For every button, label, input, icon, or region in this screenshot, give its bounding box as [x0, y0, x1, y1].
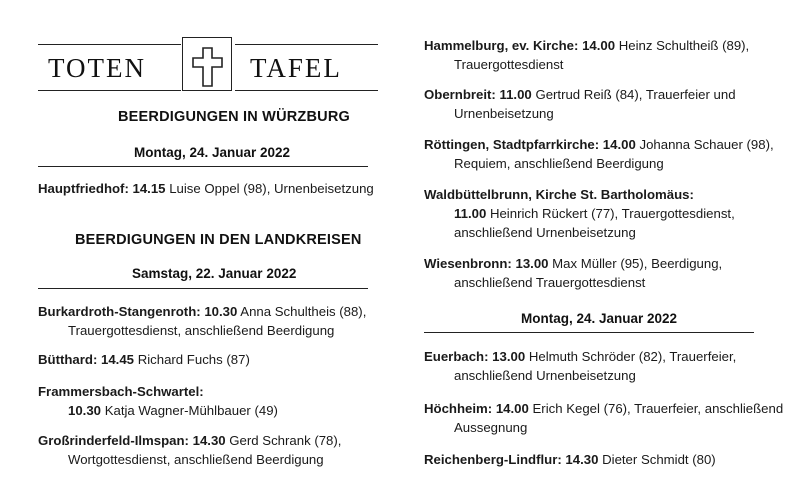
date-rule: [38, 166, 368, 167]
list-item: Hauptfriedhof: 14.15 Luise Oppel (98), Urnenbeisetzung: [38, 181, 374, 196]
date-rule: [424, 332, 754, 333]
cross-icon: [182, 37, 232, 91]
masthead-rule: [38, 44, 181, 45]
list-item: Frammersbach-Schwartel: 10.30 Katja Wagner-Mühlbauer (49): [38, 384, 278, 418]
date-heading: Montag, 24. Januar 2022: [521, 311, 678, 326]
date-rule: [38, 288, 368, 289]
list-item: Höchheim: 14.00 Erich Kegel (76), Trauerfeier, anschließend Aussegnung: [424, 401, 784, 435]
masthead-rule: [235, 44, 378, 45]
heading-landkreise: BEERDIGUNGEN IN DEN LANDKREISEN: [75, 232, 362, 248]
list-item: Röttingen, Stadtpfarrkirche: 14.00 Johanna Schauer (98), Requiem, anschließend Beerdigung: [424, 137, 774, 171]
list-item: Reichenberg-Lindflur: 14.30 Dieter Schmidt (80): [424, 452, 716, 467]
list-item: Hammelburg, ev. Kirche: 14.00 Heinz Schultheiß (89), Trauergottesdienst: [424, 38, 750, 72]
list-item: Obernbreit: 11.00 Gertrud Reiß (84), Trauerfeier und Urnenbeisetzung: [424, 87, 736, 121]
list-item: Bütthard: 14.45 Richard Fuchs (87): [38, 352, 250, 367]
date-heading: Samstag, 22. Januar 2022: [132, 266, 297, 281]
masthead: [38, 37, 378, 93]
list-item: Wiesenbronn: 13.00 Max Müller (95), Beerdigung, anschließend Trauergottesdienst: [424, 256, 723, 290]
heading-wuerzburg: BEERDIGUNGEN IN WÜRZBURG: [118, 109, 350, 125]
masthead-rule: [235, 90, 378, 91]
list-item: Großrinderfeld-Ilmspan: 14.30 Gerd Schrank (78), Wortgottesdienst, anschließend Beerdigung: [38, 433, 342, 467]
masthead-rule: [38, 90, 181, 91]
list-item: Burkardroth-Stangenroth: 10.30 Anna Schultheis (88), Trauergottesdienst, anschließend Beerdigung: [38, 304, 367, 338]
masthead-word-left: TOTEN: [48, 53, 146, 83]
date-heading: Montag, 24. Januar 2022: [134, 145, 291, 160]
masthead-word-right: TAFEL: [250, 53, 342, 83]
list-item: Waldbüttelbrunn, Kirche St. Bartholomäus: 11.00 Heinrich Rückert (77), Trauergottesdienst, anschließend Urnenbeisetzung: [424, 187, 735, 240]
list-item: Euerbach: 13.00 Helmuth Schröder (82), Trauerfeier, anschließend Urnenbeisetzung: [424, 349, 737, 383]
